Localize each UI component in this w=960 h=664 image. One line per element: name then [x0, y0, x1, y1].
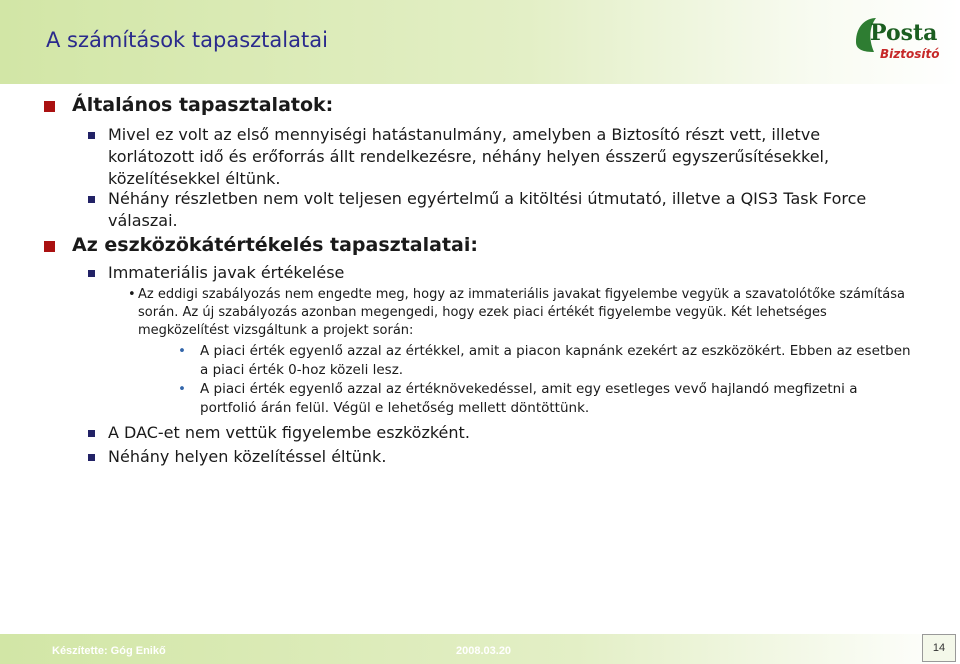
list-item: [88, 188, 888, 232]
section-heading: Általános tapasztalatok:: [72, 94, 334, 116]
list-item: [88, 422, 888, 444]
logo-name: Posta: [870, 20, 938, 46]
list-item-text: Néhány részletben nem volt teljesen egyértelmű a kitöltési útmutató, illetve a QIS3 Task Force válaszai.: [108, 189, 867, 230]
list-item-text: A DAC-et nem vettük figyelembe eszközként.: [108, 423, 470, 442]
bullet-square-icon: [88, 196, 95, 203]
bullet-square-icon: [88, 454, 95, 461]
section-heading: Az eszközökátértékelés tapasztalatai:: [72, 234, 478, 256]
list-item: [88, 262, 888, 284]
logo-graphic: [852, 12, 950, 70]
list-item-text: Mivel ez volt az első mennyiségi hatástanulmány, amelyben a Biztosító részt vett, illetve korlátozott idő és erőforrás állt rendelkezésre, néhány helyen ésszerű egyszerűsítésekkel, közelítésekkel éltünk.: [108, 125, 830, 188]
bullet-square-icon: [88, 270, 95, 277]
sub-sub-item: [178, 342, 918, 380]
list-item-text: Néhány helyen közelítéssel éltünk.: [108, 447, 387, 466]
bullet-dot-icon: •: [128, 287, 136, 302]
list-item: [88, 446, 888, 468]
bullet-square-icon: [44, 241, 55, 252]
bullet-square-icon: [88, 132, 95, 139]
bullet-dot-icon: •: [178, 381, 186, 397]
footer-date: 2008.03.20: [456, 645, 512, 657]
bullet-square-icon: [44, 101, 55, 112]
page-number: 14: [922, 634, 956, 662]
sub-sub-item: [178, 380, 918, 418]
sub-sub-item-text: A piaci érték egyenlő azzal az értékkel, amit a piacon kapnánk ezekért az eszközökért. Ebben az esetben a piaci érték 0-hoz közeli lesz.: [200, 343, 911, 378]
list-item: [88, 124, 888, 190]
bullet-dot-icon: •: [178, 343, 186, 359]
slide-title: A számítások tapasztalatai: [46, 28, 328, 52]
footer-author: Készítette: Góg Enikő: [52, 645, 166, 657]
sub-item-text: Az eddigi szabályozás nem engedte meg, hogy az immateriális javakat figyelembe vegyük a szavatolótőke számítása során. Az új szabályozás azonban megengedi, hogy ezek piaci értékét figyelembe vegyük. Két lehetséges megközelítést vizsgáltunk a projekt során:: [138, 287, 905, 338]
sub-item: [128, 286, 908, 340]
section-general: [44, 94, 924, 116]
posta-biztosito-logo: [852, 12, 950, 70]
sub-sub-item-text: A piaci érték egyenlő azzal az értéknövekedéssel, amit egy esetleges vevő hajlandó megfizetni a portfolió árán felül. Végül e lehetőség mellett döntöttünk.: [200, 381, 858, 416]
bullet-square-icon: [88, 430, 95, 437]
list-item-text: Immateriális javak értékelése: [108, 263, 345, 282]
section-asset-revaluation: [44, 234, 924, 256]
logo-sub: Biztosító: [880, 47, 940, 61]
